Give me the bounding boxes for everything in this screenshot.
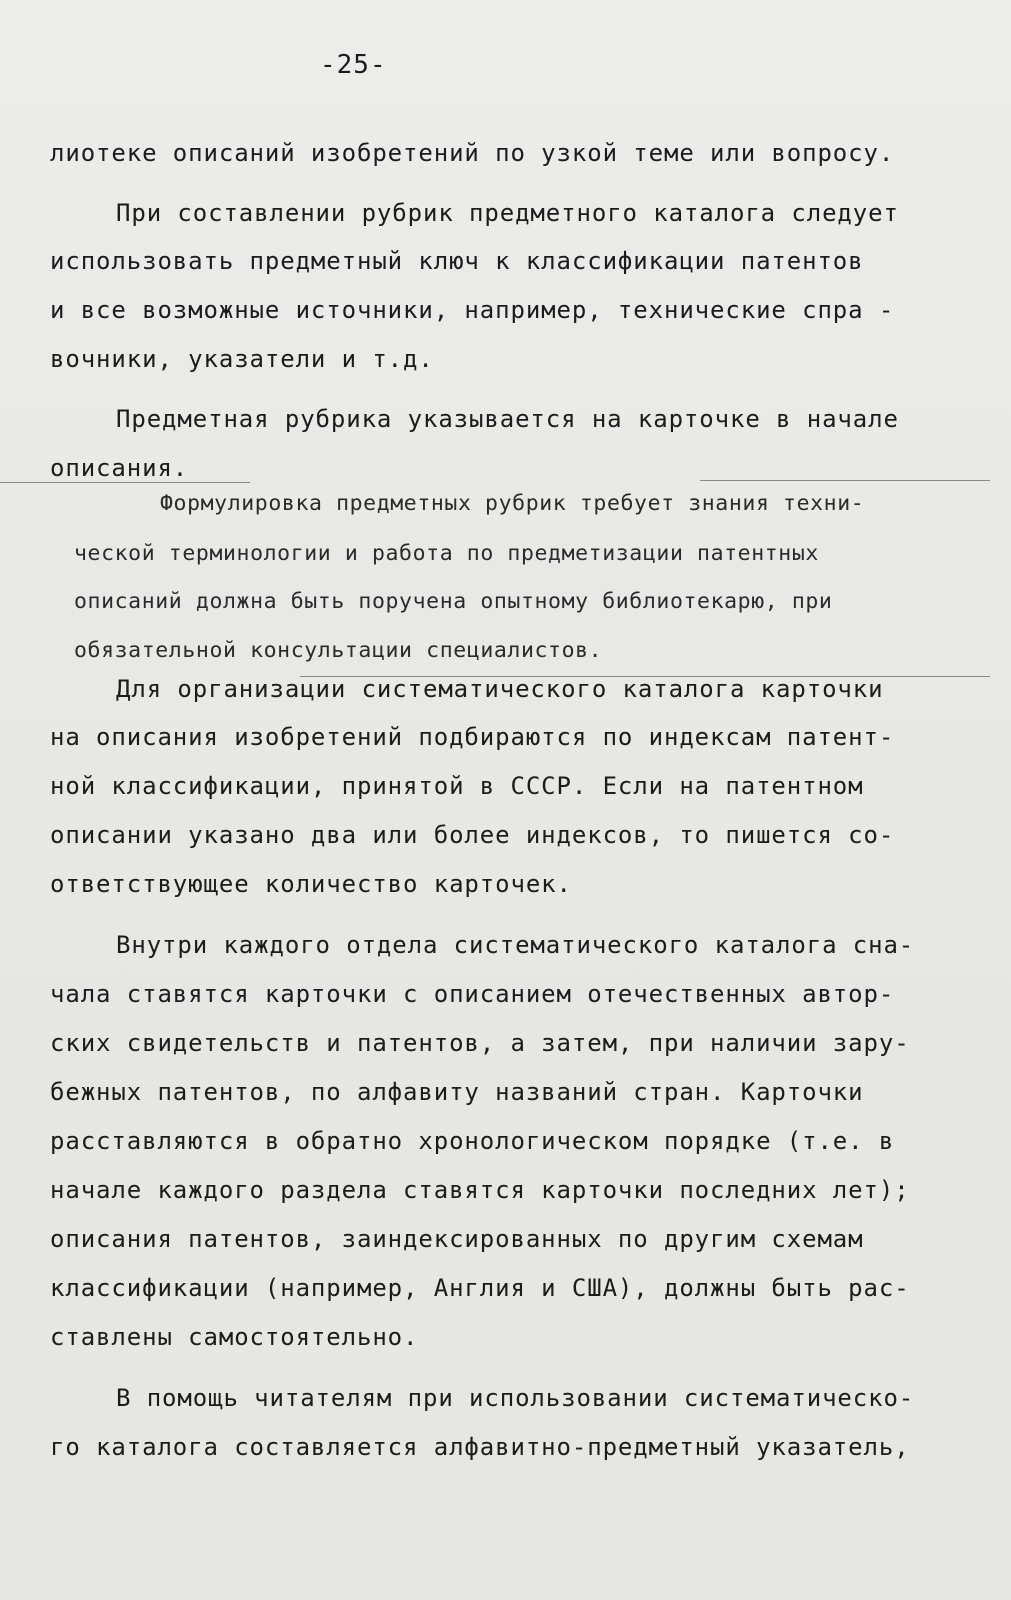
text-line: ских свидетельств и патентов, а затем, при наличии зару- — [50, 1029, 910, 1057]
text-line: классификации (например, Англия и США), должны быть рас- — [50, 1274, 910, 1302]
text-line: начале каждого раздела ставятся карточки последних лет); — [50, 1176, 910, 1204]
text-line: описания патентов, заиндексированных по другим схемам — [50, 1225, 864, 1253]
text-line: на описания изобретений подбираются по индексам патент- — [50, 723, 895, 751]
text-line: При составлении рубрик предметного каталога следует — [116, 199, 899, 227]
text-line: Формулировка предметных рубрик требует знания техни- — [160, 491, 865, 516]
text-line: описаний должна быть поручена опытному библиотекарю, при — [74, 589, 833, 614]
text-line: Предметная рубрика указывается на карточке в начале — [116, 405, 899, 433]
text-line: Для организации систематического каталога карточки — [116, 675, 884, 703]
text-line: го каталога составляется алфавитно-предметный указатель, — [50, 1433, 910, 1461]
text-line: ответствующее количество карточек. — [50, 870, 572, 898]
text-line: бежных патентов, по алфавиту названий стран. Карточки — [50, 1078, 864, 1106]
text-line: использовать предметный ключ к классификации патентов — [50, 247, 864, 275]
paste-strip-edge-top-right — [700, 480, 990, 481]
text-line: чала ставятся карточки с описанием отечественных автор- — [50, 980, 895, 1008]
page-number: -25- — [320, 50, 387, 80]
text-line: вочники, указатели и т.д. — [50, 345, 434, 373]
text-line: описания. — [50, 454, 189, 482]
text-line: В помощь читателям при использовании систематическо- — [116, 1384, 915, 1412]
text-line: и все возможные источники, например, технические спра - — [50, 296, 895, 324]
text-line: обязательной консультации специалистов. — [74, 638, 603, 663]
text-line: ной классификации, принятой в СССР. Если на патентном — [50, 772, 864, 800]
text-line: расставляются в обратно хронологическом порядке (т.е. в — [50, 1127, 895, 1155]
text-line: ставлены самостоятельно. — [50, 1323, 419, 1351]
paste-strip-edge-top — [0, 482, 250, 483]
text-line: ческой терминологии и работа по предметизации патентных — [74, 541, 819, 566]
text-line: описании указано два или более индексов, то пишется со- — [50, 821, 895, 849]
text-line: лиотеке описаний изобретений по узкой теме или вопросу. — [50, 139, 895, 167]
text-line: Внутри каждого отдела систематического каталога сна- — [116, 931, 915, 959]
